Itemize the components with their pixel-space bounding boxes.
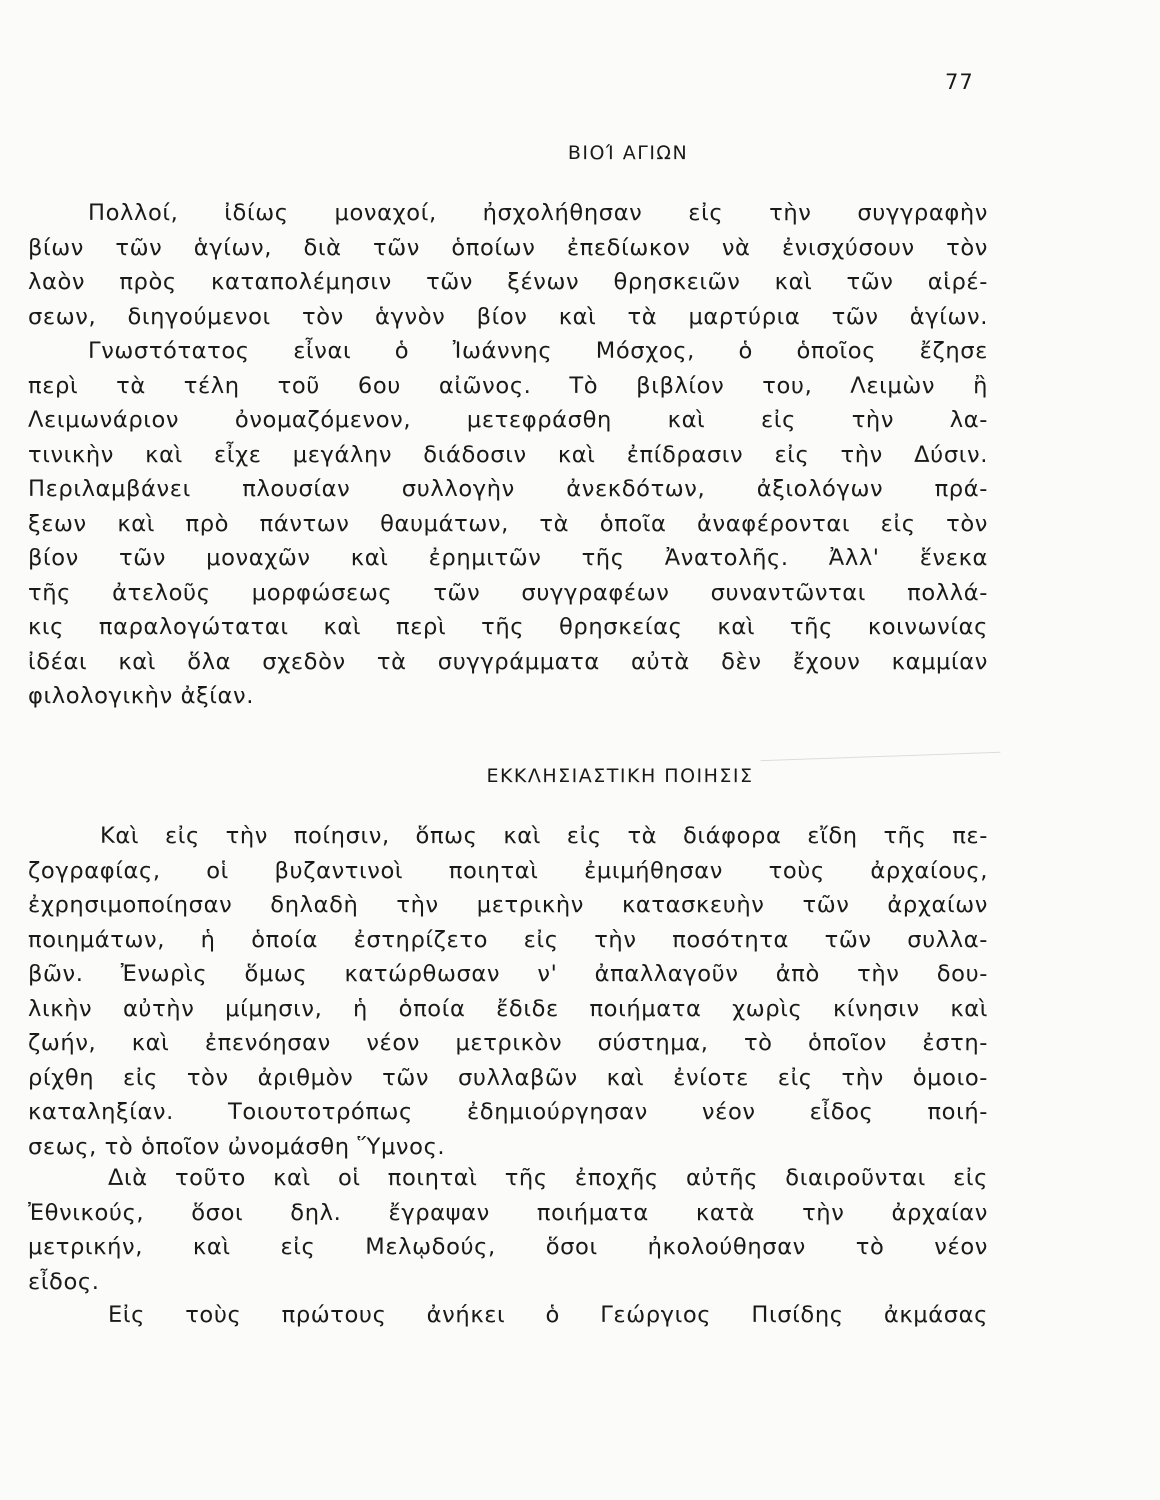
- section-heading-church-poetry: ΕΚΚΛΗΣΙΑΣΤΙΚΗ ΠΟΙΗΣΙΣ: [486, 765, 754, 787]
- text-line: Γνωστότατος εἶναι ὁ Ἰωάννης Μόσχος, ὁ ὁποῖος ἔζησε: [88, 338, 988, 364]
- text-line: ἐχρησιμοποίησαν δηλαδὴ τὴν μετρικὴν κατασκευὴν τῶν ἀρχαίων: [28, 892, 988, 918]
- text-line: ζογραφίας, οἱ βυζαντινοὶ ποιηταὶ ἐμιμήθησαν τοὺς ἀρχαίους,: [28, 857, 988, 884]
- paragraph-poets-division: [28, 1161, 988, 1299]
- text-line: τῆς ἀτελοῦς μορφώσεως τῶν συγγραφέων συναντῶνται πολλά-: [28, 579, 988, 606]
- text-line: βίων τῶν ἁγίων, διὰ τῶν ὁποίων ἐπεδίωκον νὰ ἐνισχύσουν τὸν: [28, 234, 988, 261]
- text-line: περὶ τὰ τέλη τοῦ 6ου αἰῶνος. Τὸ βιβλίον του, Λειμὼν ἢ: [28, 372, 988, 399]
- text-line: ποιημάτων, ἡ ὁποία ἐστηρίζετο εἰς τὴν ποσότητα τῶν συλλα-: [28, 926, 988, 953]
- page-number: 77: [945, 70, 974, 94]
- text-line: φιλολογικὴν ἀξίαν.: [28, 683, 255, 709]
- text-line: Ἐθνικούς, ὅσοι δηλ. ἔγραψαν ποιήματα κατὰ τὴν ἀρχαίαν: [28, 1199, 988, 1226]
- paragraph-first-poets: [88, 1298, 988, 1333]
- text-line: Πολλοί, ἰδίως μοναχοί, ἠσχολήθησαν εἰς τὴν συγγραφὴν: [88, 200, 988, 226]
- text-line: κις παραλογώταται καὶ περὶ τῆς θρησκείας καὶ τῆς κοινωνίας: [28, 614, 988, 640]
- text-line: λικὴν αὐτὴν μίμησιν, ἡ ὁποία ἔδιδε ποιήματα χωρὶς κίνησιν καὶ: [28, 995, 988, 1022]
- text-line: ρίχθη εἰς τὸν ἀριθμὸν τῶν συλλαβῶν καὶ ἐνίοτε εἰς τὴν ὁμοιο-: [28, 1064, 988, 1091]
- text-line: εἶδος.: [28, 1268, 100, 1295]
- section-heading-lives-of-saints: ΒΙΟΊ ΑΓΙΩΝ: [567, 142, 689, 164]
- pencil-annotation-mark: [760, 724, 1001, 761]
- text-line: Καὶ εἰς τὴν ποίησιν, ὅπως καὶ εἰς τὰ διάφορα εἴδη τῆς πε-: [100, 823, 988, 849]
- text-line: λαὸν πρὸς καταπολέμησιν τῶν ξένων θρησκειῶν καὶ τῶν αἱρέ-: [28, 269, 988, 295]
- paragraph-lives-of-saints: [28, 196, 988, 714]
- text-line: Εἰς τοὺς πρώτους ἀνήκει ὁ Γεώργιος Πισίδης ἀκμάσας: [108, 1302, 988, 1328]
- text-line: Λειμωνάριον ὀνομαζόμενον, μετεφράσθη καὶ εἰς τὴν λα-: [28, 407, 988, 433]
- text-line: σεων, διηγούμενοι τὸν ἁγνὸν βίον καὶ τὰ μαρτύρια τῶν ἁγίων.: [28, 303, 988, 330]
- paragraph-church-poetry: [28, 819, 988, 1164]
- text-line: καταληξίαν. Τοιουτοτρόπως ἐδημιούργησαν νέον εἶδος ποιή-: [28, 1099, 988, 1125]
- text-line: τινικὴν καὶ εἶχε μεγάλην διάδοσιν καὶ ἐπίδρασιν εἰς τὴν Δύσιν.: [28, 441, 988, 468]
- text-line: Περιλαμβάνει πλουσίαν συλλογὴν ἀνεκδότων, ἀξιολόγων πρά-: [28, 476, 988, 502]
- text-line: βίον τῶν μοναχῶν καὶ ἐρημιτῶν τῆς Ἀνατολῆς. Ἀλλ' ἕνεκα: [28, 545, 988, 571]
- text-line: σεως, τὸ ὁποῖον ὠνομάσθη Ὕμνος.: [28, 1133, 446, 1160]
- text-line: ἰδέαι καὶ ὅλα σχεδὸν τὰ συγγράμματα αὐτὰ δὲν ἔχουν καμμίαν: [28, 648, 988, 675]
- text-line: ζωήν, καὶ ἐπενόησαν νέον μετρικὸν σύστημα, τὸ ὁποῖον ἐστη-: [28, 1030, 988, 1056]
- text-line: ξεων καὶ πρὸ πάντων θαυμάτων, τὰ ὁποῖα ἀναφέρονται εἰς τὸν: [28, 510, 988, 537]
- text-line: μετρικήν, καὶ εἰς Μελῳδούς, ὅσοι ἠκολούθησαν τὸ νέον: [28, 1234, 988, 1260]
- text-line: Διὰ τοῦτο καὶ οἱ ποιηταὶ τῆς ἐποχῆς αὐτῆς διαιροῦνται εἰς: [108, 1165, 988, 1191]
- text-line: βῶν. Ἐνωρὶς ὅμως κατώρθωσαν ν' ἀπαλλαγοῦν ἀπὸ τὴν δου-: [28, 961, 988, 987]
